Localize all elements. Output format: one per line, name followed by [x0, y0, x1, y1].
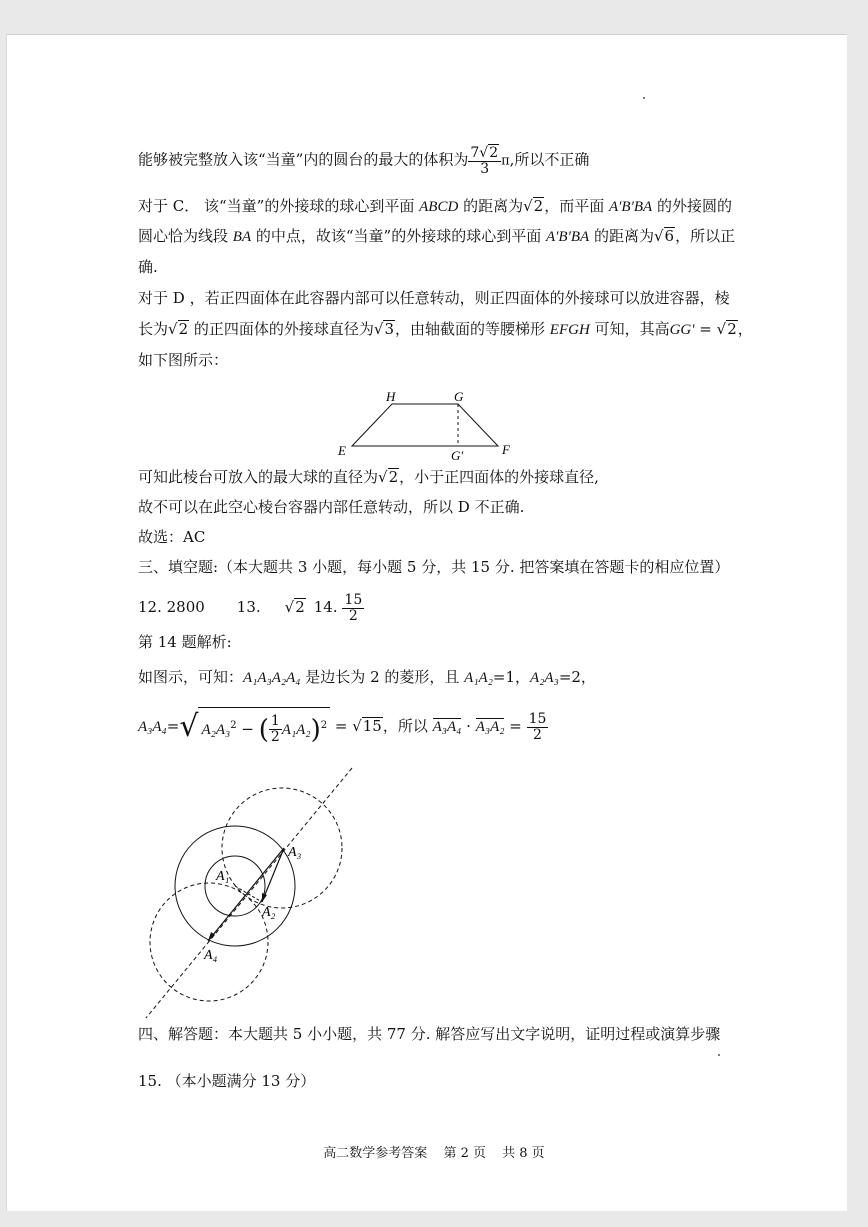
label-h: H	[386, 389, 396, 404]
footer-title: 高二数学参考答案	[323, 1146, 428, 1161]
label-g-prime: G′	[451, 448, 464, 463]
label-a4: A₄	[204, 948, 218, 963]
para-d-line-1: 对于 D ，若正四面体在此容器内部可以任意转动，则正四面体的外接球可以放进容器，棱	[138, 289, 730, 307]
segment-a1-a2	[235, 886, 262, 902]
label-a2: A₂	[262, 905, 276, 920]
para-after-line-2: 故不可以在此空心棱台容器内部任意转动，所以 D 不正确.	[138, 498, 525, 516]
answer-13-label: 13.	[236, 598, 261, 616]
vector-a3-a2	[262, 848, 284, 902]
scan-speck	[718, 1054, 720, 1056]
para-c-line-3: 确.	[138, 258, 158, 276]
circles-figure	[138, 762, 368, 1024]
answer-12: 12. 2800	[138, 598, 205, 616]
footer-total-pages: 共 8 页	[502, 1146, 545, 1161]
vector-a3-a4	[208, 848, 284, 941]
para-after-line-3: 故选：AC	[138, 528, 206, 546]
arrow-a2	[262, 893, 267, 902]
label-a1: A₁	[216, 869, 230, 884]
analysis-line-1: 如图示，可知：A₁A₃A₂A₄ 是边长为 2 的菱形，且 A₁A₂=1，A₂A₃=2，	[138, 668, 596, 686]
para-after-line-1: 可知此棱台可放入的最大球的直径为√2，小于正四面体的外接球直径,	[138, 468, 599, 486]
trapezoid-efgh	[352, 404, 498, 446]
label-f: F	[502, 442, 510, 457]
volume-fraction: $\frac{7√2}{3}$	[468, 144, 501, 177]
answer-14-label: 14.	[313, 598, 338, 616]
footer-page-number: 第 2 页	[443, 1146, 486, 1161]
para-d-line-2: 长为√2 的正四面体的外接球直径为√3，由轴截面的等腰梯形 EFGH 可知，其高GG′ = √2，	[138, 320, 753, 338]
answers-line: 12. 2800 13. √2 14. $\frac{15}{2}$	[138, 591, 363, 624]
section-3-heading: 三、填空题:（本大题共 3 小题，每小题 5 分，共 15 分. 把答案填在答题卡的相应位置）	[138, 558, 730, 576]
label-g: G	[454, 389, 464, 404]
section-4-heading: 四、解答题：本大题共 5 小小题，共 77 分. 解答应写出文字说明，证明过程或演算步骤	[138, 1025, 721, 1043]
answer-14-fraction: $\frac{15}{2}$	[344, 591, 363, 624]
para-c-line-2: 圆心恰为线段 BA 的中点，故该“当童”的外接球的球心到平面 A′B′BA 的距离为√6，所以正	[138, 227, 736, 245]
page-footer	[0, 1142, 868, 1161]
para-d-line-3: 如下图所示：	[138, 351, 229, 369]
para-c-line-1: 对于 C． 该“当童”的外接球的球心到平面 ABCD 的距离为√2，而平面 A′B′BA 的外接圆的	[138, 197, 732, 215]
scan-speck	[643, 97, 645, 99]
analysis-equation: A₃A₄=√ A₂A₃$^2$ − ( $\frac{1}{2}$ A₁A₂)$^2$ = √15，所以 A₃A₄ · A₃A₂ = $\frac{15}{2}$	[138, 702, 548, 750]
label-a3: A₃	[288, 845, 302, 860]
trapezoid-figure	[330, 386, 530, 464]
para-a: 能够被完整放入该“当童”内的圆台的最大的体积为 $\frac{7√2}{3}$ π,所以不正确	[138, 145, 590, 177]
label-e: E	[338, 443, 346, 458]
analysis-title: 第 14 题解析:	[138, 633, 232, 651]
question-15-heading: 15. （本小题满分 13 分）	[138, 1072, 316, 1090]
